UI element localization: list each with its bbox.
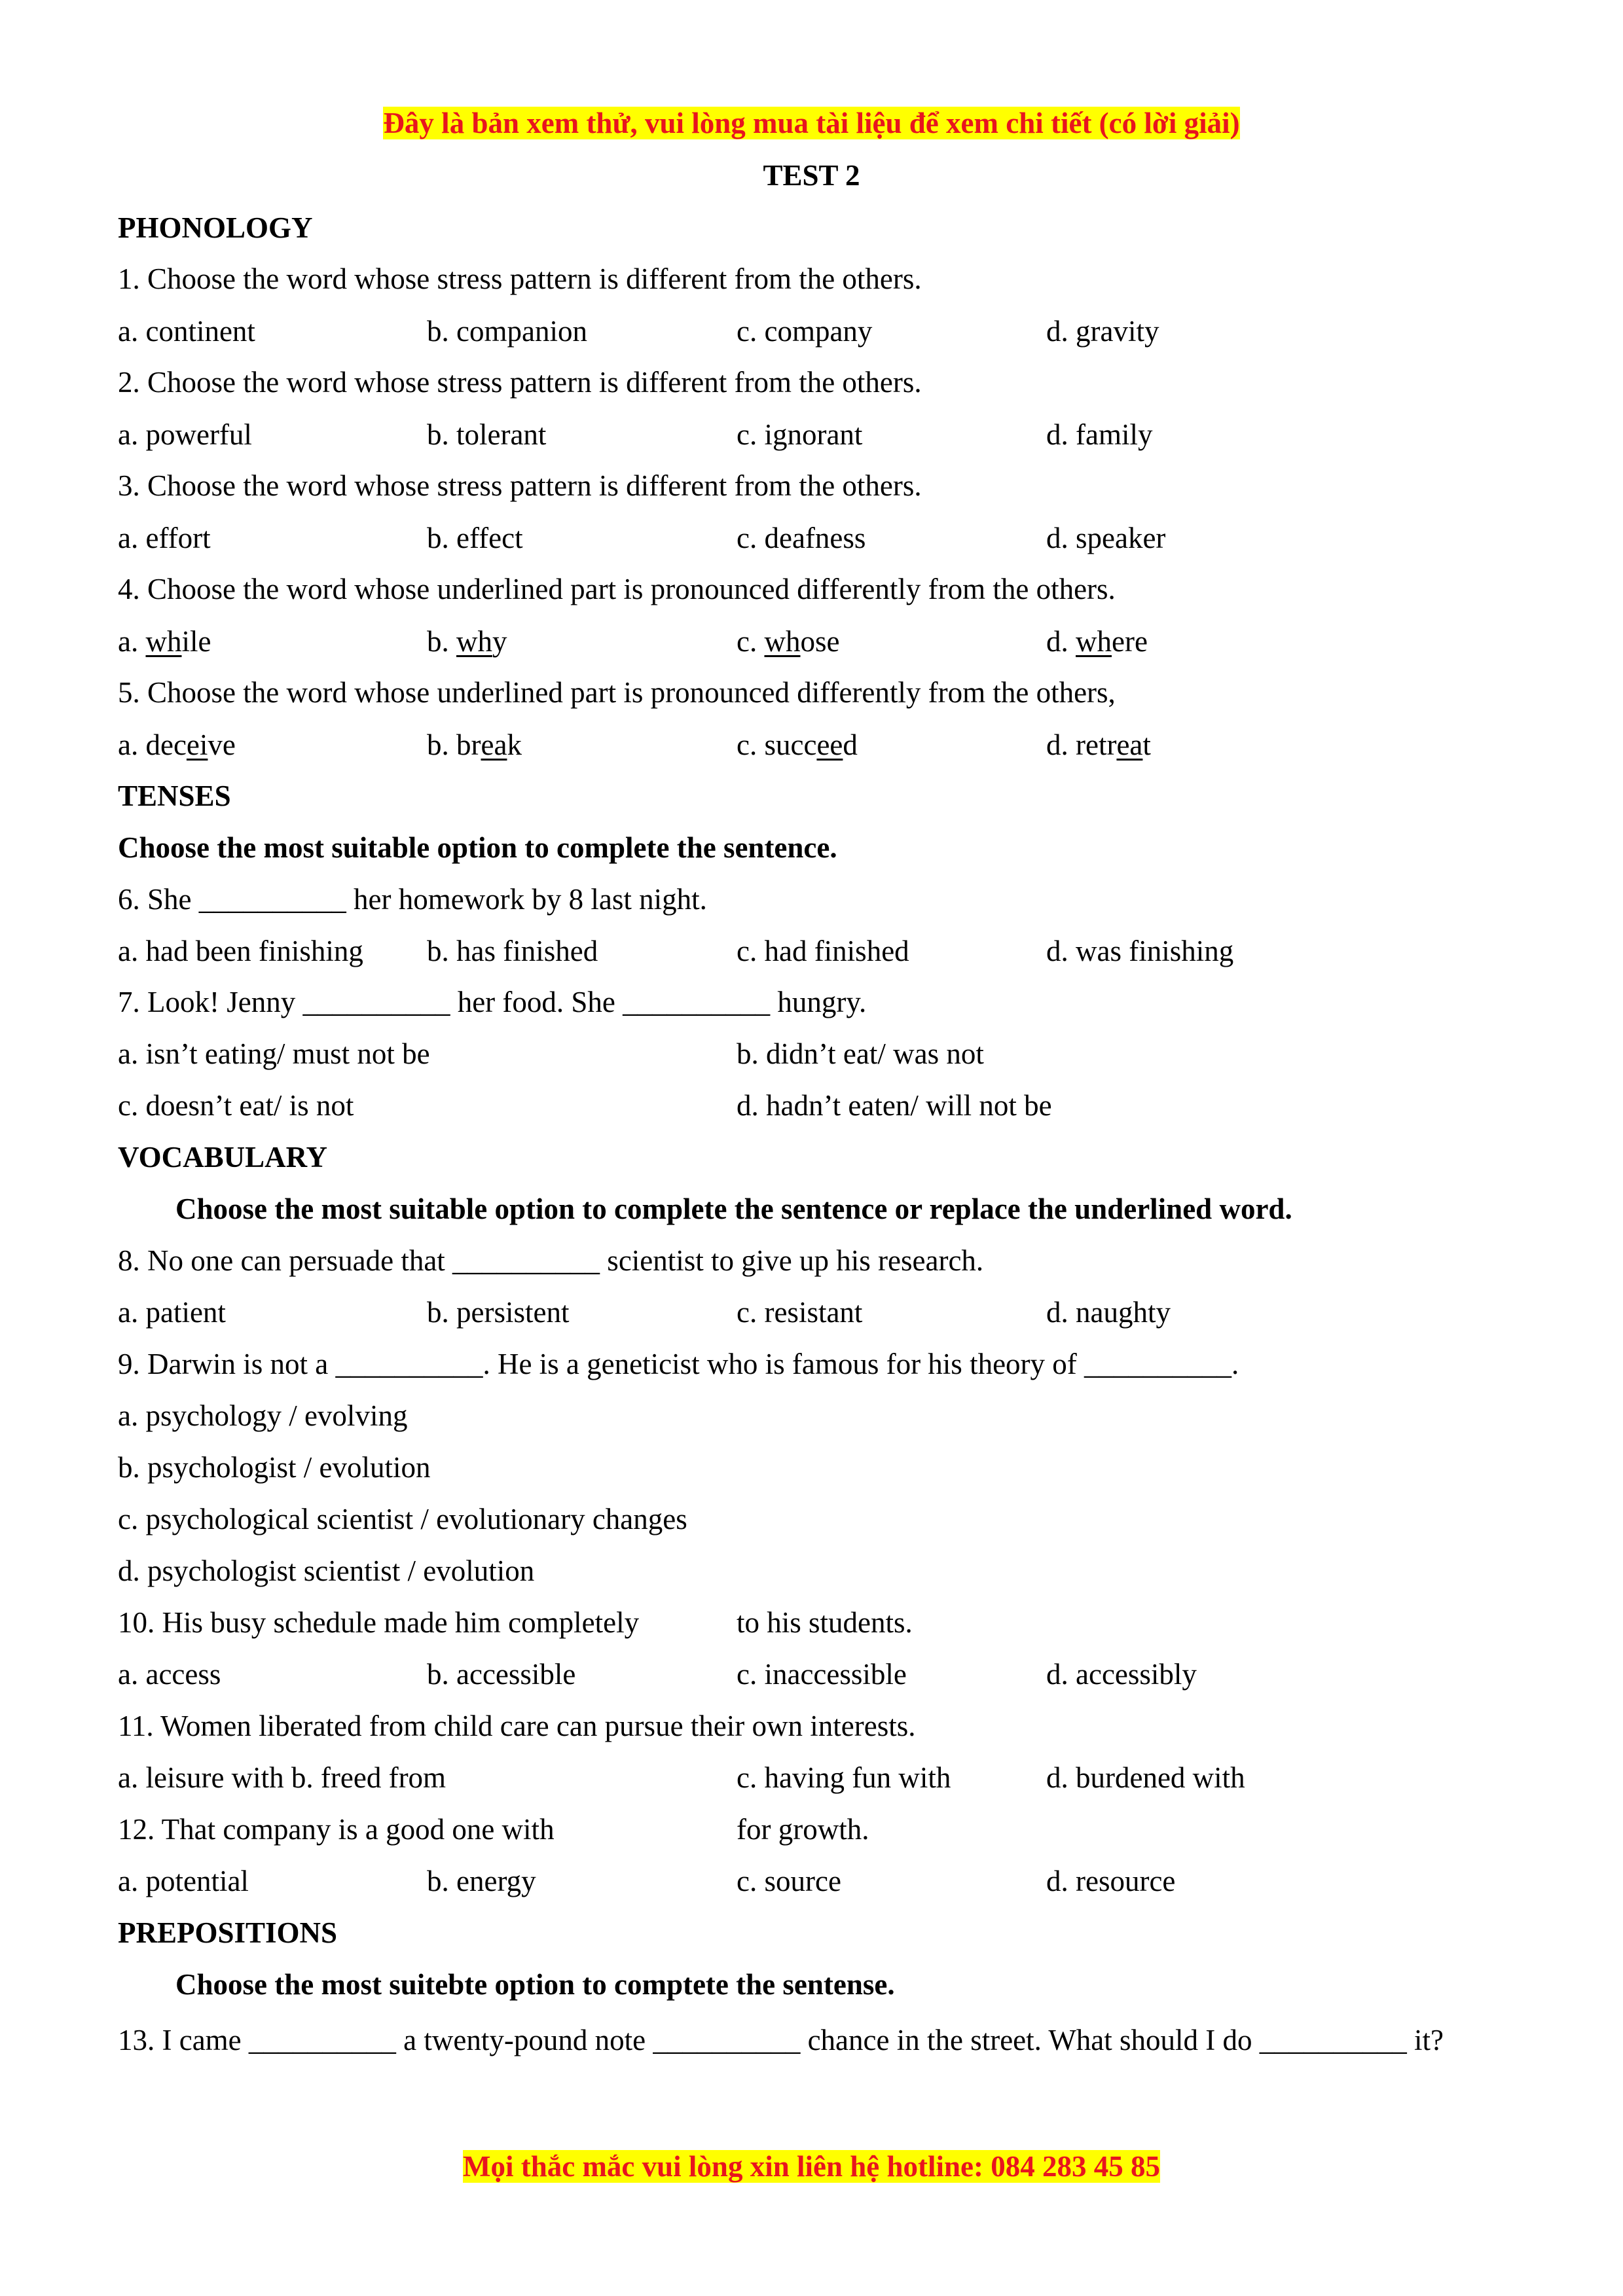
header-banner: Đây là bản xem thử, vui lòng mua tài liệu để xem chi tiết (có lời giải) xyxy=(383,107,1240,139)
option-a: a. access xyxy=(118,1658,221,1691)
option-9d: d. psychologist scientist / evolution xyxy=(118,1554,535,1587)
underlined-part: ea xyxy=(1116,728,1143,761)
option-prefix: c. xyxy=(737,625,765,658)
section-instruction: Choose the most suitable option to complete the sentence or replace the underlined word. xyxy=(175,1193,1292,1225)
underlined-part: wh xyxy=(456,625,492,658)
underlined-part: wh xyxy=(764,625,801,658)
option-d: d. family xyxy=(1046,418,1153,451)
option-suffix: k xyxy=(507,728,522,761)
option-suffix: ere xyxy=(1112,625,1148,658)
option-prefix: a. dec xyxy=(118,728,187,761)
option-b: b. accessible xyxy=(427,1658,576,1691)
option-c: c. inaccessible xyxy=(737,1658,907,1691)
option-c: c. company xyxy=(737,315,873,348)
question-13: 13. I came __________ a twenty-pound note __________ chance in the street. What should I do __________ it? xyxy=(118,2024,1444,2056)
option-a: a. powerful xyxy=(118,418,252,451)
option-c: c. had finished xyxy=(737,935,909,967)
question-text-continued: to his students. xyxy=(737,1606,913,1639)
option-b xyxy=(427,623,507,660)
option-a: a. effort xyxy=(118,522,211,554)
option-suffix: y xyxy=(492,625,507,658)
option-a: a. isn’t eating/ must not be xyxy=(118,1037,430,1070)
option-a: a. had been finishing xyxy=(118,935,363,967)
option-suffix: ile xyxy=(181,625,211,658)
option-d: d. was finishing xyxy=(1046,935,1234,967)
option-prefix: d. xyxy=(1046,625,1076,658)
option-prefix: b. br xyxy=(427,728,481,761)
option-a xyxy=(118,726,236,763)
option-prefix: b. xyxy=(427,625,456,658)
test-title: TEST 2 xyxy=(763,159,860,192)
option-d: d. accessibly xyxy=(1046,1658,1197,1691)
section-instruction: Choose the most suitebte option to comptete the sentense. xyxy=(175,1968,895,2001)
section-heading-phonology: PHONOLOGY xyxy=(118,211,313,244)
section-instruction: Choose the most suitable option to complete the sentence. xyxy=(118,831,837,864)
question-text: 10. His busy schedule made him completely xyxy=(118,1606,640,1639)
option-c: c. source xyxy=(737,1865,841,1897)
question-2: 2. Choose the word whose stress pattern is different from the others. xyxy=(118,366,922,399)
option-a-b: a. leisure with b. freed from xyxy=(118,1761,447,1794)
option-prefix: d. retr xyxy=(1046,728,1117,761)
option-9b: b. psychologist / evolution xyxy=(118,1451,431,1484)
option-prefix: c. succ xyxy=(737,728,817,761)
underlined-part: ei xyxy=(186,728,208,761)
question-4: 4. Choose the word whose underlined part is pronounced differently from the others. xyxy=(118,573,1116,605)
option-suffix: ve xyxy=(208,728,236,761)
option-d: d. resource xyxy=(1046,1865,1176,1897)
option-c: c. ignorant xyxy=(737,418,863,451)
option-a: a. patient xyxy=(118,1296,226,1329)
option-b: b. tolerant xyxy=(427,418,547,451)
option-a xyxy=(118,623,211,660)
question-1: 1. Choose the word whose stress pattern is different from the others. xyxy=(118,262,922,295)
underlined-part: ea xyxy=(481,728,507,761)
question-6: 6. She __________ her homework by 8 last night. xyxy=(118,883,707,916)
option-9a: a. psychology / evolving xyxy=(118,1399,408,1432)
option-prefix: a. xyxy=(118,625,146,658)
question-5: 5. Choose the word whose underlined part is pronounced differently from the others, xyxy=(118,676,1116,709)
option-suffix: ose xyxy=(800,625,840,658)
option-b: b. persistent xyxy=(427,1296,570,1329)
option-c xyxy=(737,623,839,660)
option-c: c. resistant xyxy=(737,1296,863,1329)
section-heading-tenses: TENSES xyxy=(118,780,231,812)
option-c: c. doesn’t eat/ is not xyxy=(118,1089,354,1122)
option-9c: c. psychological scientist / evolutionary changes xyxy=(118,1503,687,1535)
option-c: c. deafness xyxy=(737,522,866,554)
question-11: 11. Women liberated from child care can pursue their own interests. xyxy=(118,1710,916,1742)
option-d xyxy=(1046,726,1151,763)
option-d: d. burdened with xyxy=(1046,1761,1245,1794)
option-b: b. companion xyxy=(427,315,587,348)
option-d: d. naughty xyxy=(1046,1296,1171,1329)
option-d: d. hadn’t eaten/ will not be xyxy=(737,1089,1052,1122)
footer-banner: Mọi thắc mắc vui lòng xin liên hệ hotline: 084 283 45 85 xyxy=(462,2150,1160,2183)
underlined-part: wh xyxy=(1076,625,1112,658)
question-8: 8. No one can persuade that __________ scientist to give up his research. xyxy=(118,1244,984,1277)
option-d: d. speaker xyxy=(1046,522,1166,554)
option-b: b. energy xyxy=(427,1865,536,1897)
question-9: 9. Darwin is not a __________. He is a geneticist who is famous for his theory of __________. xyxy=(118,1348,1239,1380)
option-b: b. effect xyxy=(427,522,523,554)
option-b: b. has finished xyxy=(427,935,598,967)
question-text: 12. That company is a good one with xyxy=(118,1813,555,1846)
option-b: b. didn’t eat/ was not xyxy=(737,1037,984,1070)
option-suffix: t xyxy=(1142,728,1151,761)
question-text-continued: for growth. xyxy=(737,1813,869,1846)
option-suffix: d xyxy=(843,728,858,761)
option-a: a. potential xyxy=(118,1865,249,1897)
option-d xyxy=(1046,623,1148,660)
option-a: a. continent xyxy=(118,315,255,348)
question-3: 3. Choose the word whose stress pattern is different from the others. xyxy=(118,469,922,502)
underlined-part: wh xyxy=(145,625,182,658)
question-7: 7. Look! Jenny __________ her food. She __________ hungry. xyxy=(118,986,867,1018)
option-d: d. gravity xyxy=(1046,315,1159,348)
section-heading-prepositions: PREPOSITIONS xyxy=(118,1916,338,1949)
option-c: c. having fun with xyxy=(737,1761,951,1794)
option-b xyxy=(427,726,522,763)
option-c xyxy=(737,726,858,763)
section-heading-vocabulary: VOCABULARY xyxy=(118,1141,328,1174)
underlined-part: ee xyxy=(816,728,843,761)
